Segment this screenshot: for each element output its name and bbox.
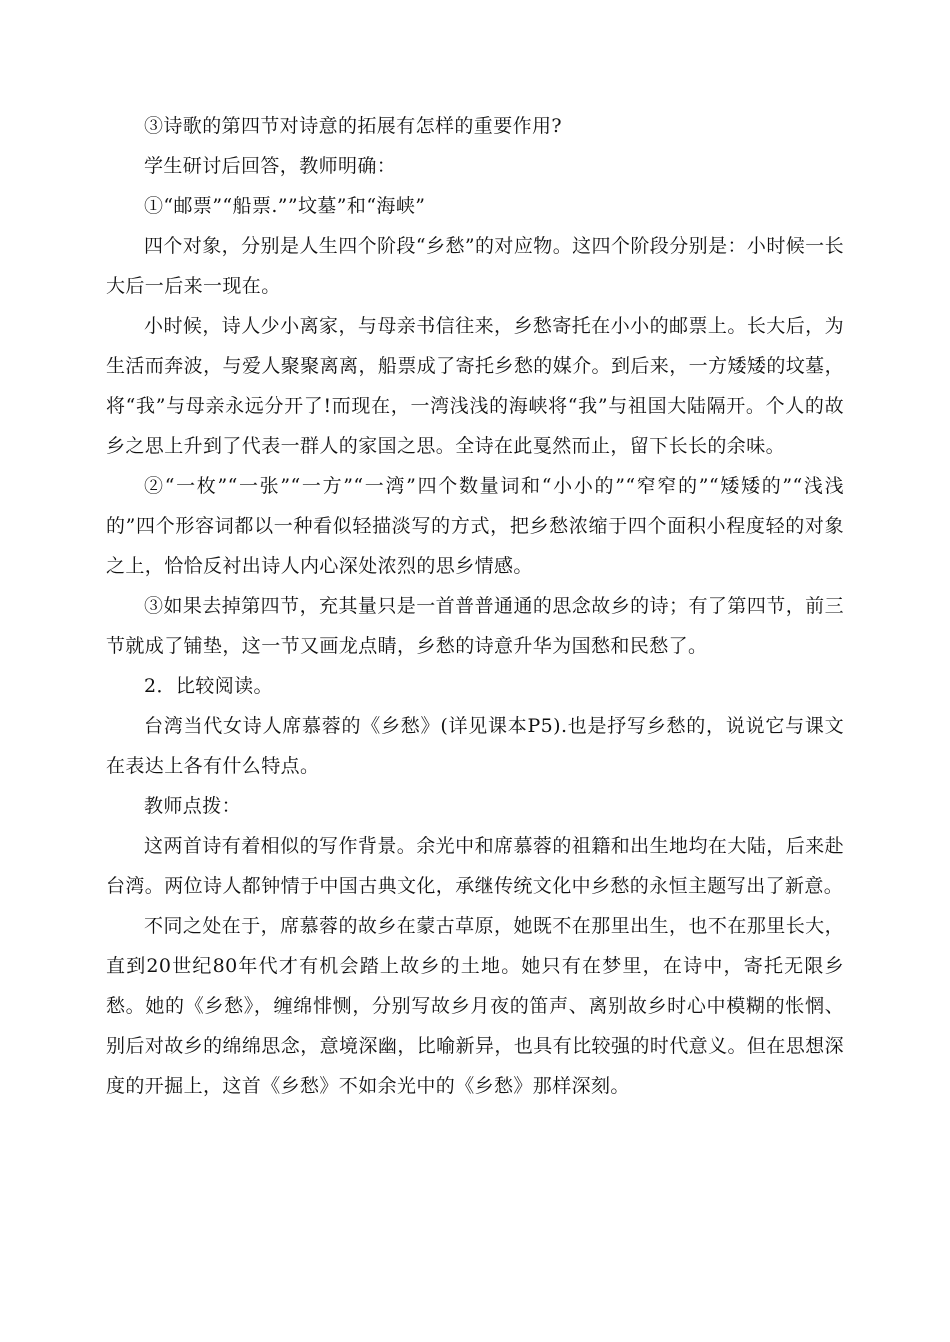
paragraph-answer-1-heading: ①“邮票”“船票.””坟墓”和“海峡” <box>144 195 426 217</box>
paragraph-difference: 不同之处在于，席慕蓉的故乡在蒙古草原，她既不在那里出生，也不在那里长大，直到20世纪80年代才有机会踏上故乡的土地。她只有在梦里，在诗中，寄托无限乡愁。她的《乡愁》，缠绵悱恻，分别写故乡月夜的笛声、离别故乡时心中模糊的怅惘、别后对故乡的绵绵思念，意境深幽，比喻新异，也具有比较强的时代意义。但在思想深度的开掘上，这首《乡愁》不如余光中的《乡愁》那样深刻。 <box>106 915 844 1097</box>
paragraph-four-objects: 四个对象，分别是人生四个阶段“乡愁”的对应物。这四个阶段分别是：小时候一长大后一后来一现在。 <box>106 235 844 297</box>
paragraph-comparison-heading: 2．比较阅读。 <box>144 675 273 697</box>
paragraph-answer-3: ③如果去掉第四节，充其量只是一首普普通通的思念故乡的诗；有了第四节，前三节就成了铺垫，这一节又画龙点睛，乡愁的诗意升华为国愁和民愁了。 <box>106 595 844 657</box>
paragraph-question-3: ③诗歌的第四节对诗意的拓展有怎样的重要作用? <box>144 115 562 137</box>
paragraph-teacher-clarifies: 学生研讨后回答，教师明确： <box>144 155 397 177</box>
document-body <box>106 106 844 1106</box>
paragraph-comparison-task: 台湾当代女诗人席慕蓉的《乡愁》(详见课本P5).也是抒写乡愁的，说说它与课文在表达上各有什么特点。 <box>106 715 844 777</box>
paragraph-similarity: 这两首诗有着相似的写作背景。余光中和席慕蓉的祖籍和出生地均在大陆，后来赴台湾。两位诗人都钟情于中国古典文化，承继传统文化中乡愁的永恒主题写出了新意。 <box>106 835 844 897</box>
paragraph-life-stages: 小时候，诗人少小离家，与母亲书信往来，乡愁寄托在小小的邮票上。长大后，为生活而奔波，与爱人聚聚离离，船票成了寄托乡愁的媒介。到后来，一方矮矮的坟墓，将“我”与母亲永远分开了!而现在，一湾浅浅的海峡将“我”与祖国大陆隔开。个人的故乡之思上升到了代表一群人的家国之思。全诗在此戛然而止，留下长长的余味。 <box>106 315 844 457</box>
paragraph-teacher-guidance: 教师点拨： <box>144 795 242 817</box>
paragraph-answer-2: ②“一枚”“一张”“一方”“一湾”四个数量词和“小小的”“窄窄的”“矮矮的”“浅浅的”四个形容词都以一种看似轻描淡写的方式，把乡愁浓缩于四个面积小程度轻的对象之上，恰恰反衬出诗人内心深处浓烈的思乡情感。 <box>106 475 844 577</box>
